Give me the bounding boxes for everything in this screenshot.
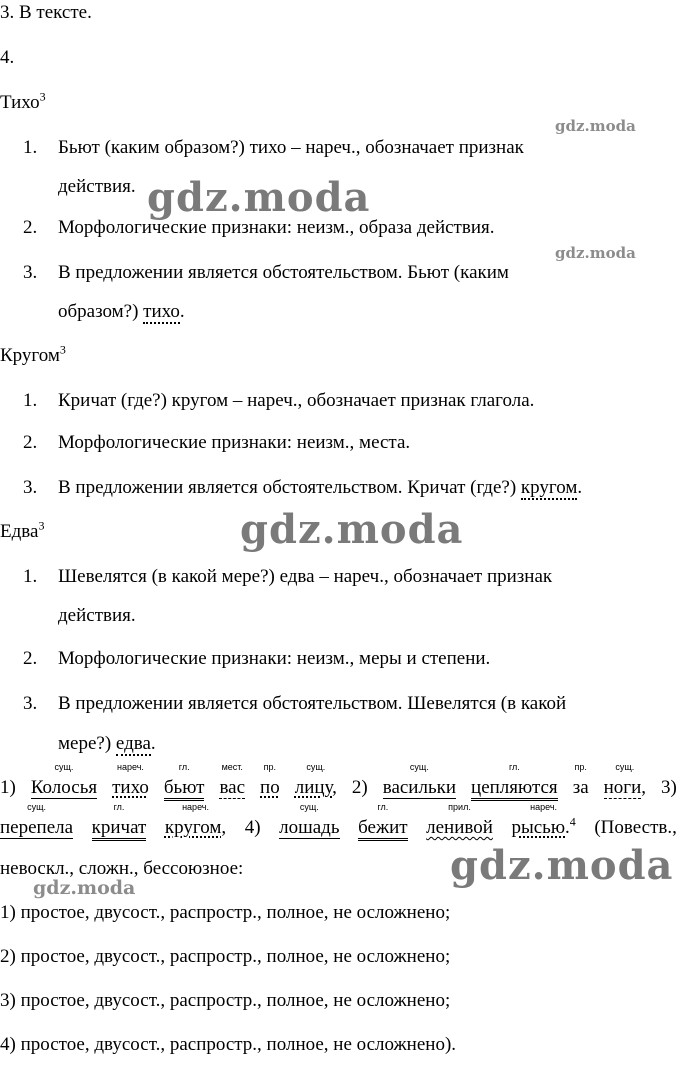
parsed-word: гл. кричат [92,817,147,839]
list-number: 2. [23,432,38,453]
list-item-text: Шевелятся (в какой мере?) едва – нареч., обозначает признак [58,566,553,587]
parsed-word: мест. вас [219,762,246,798]
parsed-word: нареч. тихо [112,762,149,798]
section-heading: Едва$^3$ [0,518,45,542]
watermark: gdz.moda [147,174,371,221]
parsed-word: сущ. лошадь [279,802,340,838]
list-item-text: Морфологические признаки: неизм., меры и степени. [58,648,491,669]
list-item-text: В предложении является обстоятельством. Кричат (где?) кругом. [58,477,583,498]
watermark: gdz.moda [450,842,674,889]
list-item-text: Бьют (каким образом?) тихо – нареч., обозначает признак [58,137,524,158]
result-line: 1) простое, двусост., распростр., полное, не осложнено; [0,902,451,923]
parsed-word: сущ. Колосья [30,762,98,798]
list-number: 3. [23,693,38,714]
list-item-text: В предложении является обстоятельством. Шевелятся (в какой [58,693,567,714]
section-heading: Тихо$^3$ [0,89,46,113]
watermark: gdz.moda [240,506,464,553]
clause-number: 4) [244,817,261,838]
parsed-word: нареч. кругом, [164,802,227,838]
parsed-word: нареч. рысью.$^4$ [511,802,576,838]
list-item-text: действия. [58,176,136,197]
list-item-text: Кричат (где?) кругом – нареч., обозначает признак глагола. [58,390,535,411]
list-item-text: В предложении является обстоятельством. Бьют (каким [58,262,509,283]
list-number: 1. [23,137,38,158]
watermark: gdz.moda [555,117,636,135]
parse-line [0,802,677,839]
watermark: gdz.moda [555,244,636,262]
parsed-word: сущ. перепела [0,802,74,838]
sentence-characteristics: (Повеств., [594,817,677,838]
list-number: 2. [23,217,38,238]
result-line: 3) простое, двусост., распростр., полное, не осложнено; [0,990,451,1011]
intro-line: 3. В тексте. [0,2,92,23]
result-line: 2) простое, двусост., распростр., полное, не осложнено; [0,946,451,967]
parsed-word: гл. цепляются [471,777,558,799]
watermark: gdz.moda [33,877,136,899]
result-line: 4) простое, двусост., распростр., полное, не осложнено). [0,1034,457,1055]
parsed-word: прил. ленивой [426,802,493,838]
list-number: 3. [23,477,38,498]
parsed-word: гл. бежит [358,817,407,839]
parsed-word: сущ. васильки [382,762,457,798]
list-number: 1. [23,566,38,587]
list-number: 1. [23,390,38,411]
parse-line [0,762,677,799]
parsed-word: сущ. ноги, [603,762,647,798]
sentence-characteristics: невоскл., сложн., бессоюзное: [0,858,244,879]
list-number: 2. [23,648,38,669]
parsed-word: гл. бьют [164,777,205,799]
clause-number: 3) [661,777,677,798]
list-item-text: Морфологические признаки: неизм., места. [58,432,411,453]
list-item-text: действия. [58,605,136,626]
clause-number: 2) [351,777,368,798]
clause-number: 1) [0,777,16,798]
parsed-word: сущ. лицу, [294,762,337,798]
section-heading: Кругом$^3$ [0,342,66,366]
list-item-text: образом?) тихо. [58,301,185,322]
list-item-text: Морфологические признаки: неизм., образа действия. [58,217,495,238]
list-item-text: мере?) едва. [58,733,156,754]
intro-line: 4. [0,47,15,68]
parsed-word: пр. за [572,762,589,798]
parsed-word: пр. по [260,762,280,798]
list-number: 3. [23,262,38,283]
